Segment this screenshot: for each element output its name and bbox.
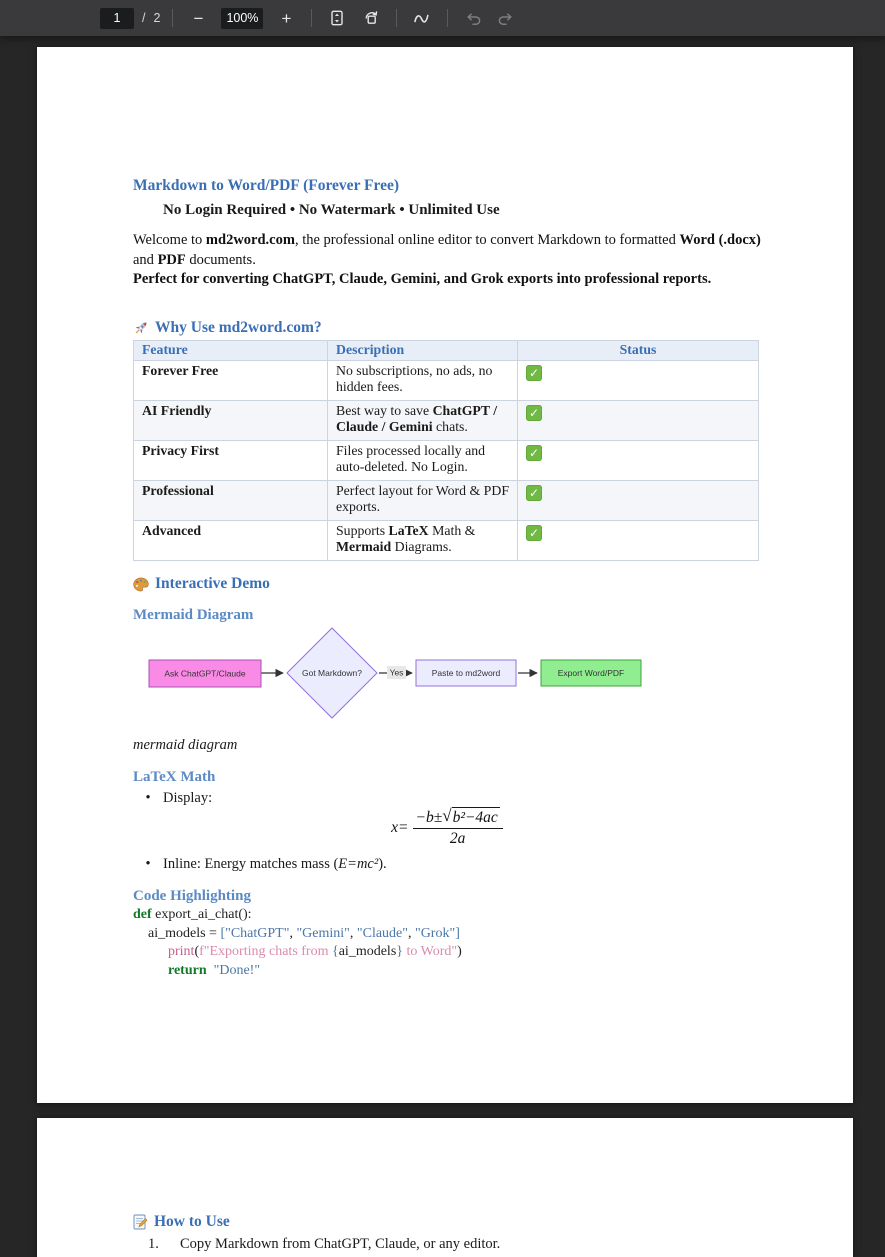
bullet-marker: • bbox=[145, 790, 151, 806]
page-number-input[interactable] bbox=[100, 8, 134, 29]
toolbar-divider bbox=[396, 9, 397, 27]
diagram-caption: mermaid diagram bbox=[133, 737, 238, 753]
zoom-out-button[interactable]: − bbox=[185, 5, 211, 31]
node-paste-label: Paste to md2word bbox=[431, 668, 501, 678]
display-formula: x= −b± √ b²−4ac 2a bbox=[133, 807, 761, 848]
undo-button[interactable] bbox=[460, 5, 486, 31]
pdf-page-1 bbox=[37, 47, 853, 1103]
column-header-description: Description bbox=[328, 341, 518, 361]
pdf-toolbar bbox=[0, 0, 885, 36]
step-1-item: 1. Copy Markdown from ChatGPT, Claude, or any editor. bbox=[133, 1236, 761, 1253]
zoom-in-button[interactable]: + bbox=[273, 5, 299, 31]
description-cell: Perfect layout for Word & PDF exports. bbox=[328, 481, 518, 521]
memo-icon bbox=[133, 1214, 148, 1230]
subtitle: No Login Required • No Watermark • Unlimited Use bbox=[163, 202, 500, 218]
feature-cell: Advanced bbox=[134, 521, 328, 561]
redo-icon bbox=[497, 11, 514, 26]
status-cell bbox=[518, 481, 759, 521]
table-row bbox=[134, 401, 759, 441]
draw-squiggle-icon bbox=[413, 10, 431, 26]
toolbar-divider bbox=[172, 9, 173, 27]
table-row bbox=[134, 361, 759, 401]
table-row bbox=[134, 481, 759, 521]
feature-cell: Privacy First bbox=[134, 441, 328, 481]
check-icon: ✓ bbox=[526, 525, 542, 541]
column-header-feature: Feature bbox=[134, 341, 328, 361]
feature-table bbox=[133, 340, 759, 561]
redo-button[interactable] bbox=[492, 5, 518, 31]
annotate-button[interactable] bbox=[409, 5, 435, 31]
how-to-use-heading: How to Use bbox=[133, 1213, 230, 1231]
feature-cell: AI Friendly bbox=[134, 401, 328, 441]
check-icon: ✓ bbox=[526, 405, 542, 421]
node-decide-label: Got Markdown? bbox=[302, 668, 362, 678]
mermaid-diagram-heading: Mermaid Diagram bbox=[133, 607, 254, 623]
code-line: ai_models = ["ChatGPT", "Gemini", "Claude", "Grok"] bbox=[148, 925, 460, 941]
node-export-label: Export Word/PDF bbox=[557, 668, 625, 678]
step-number: 1. bbox=[148, 1236, 159, 1252]
code-line: def export_ai_chat(): bbox=[133, 907, 252, 922]
status-cell bbox=[518, 521, 759, 561]
status-cell bbox=[518, 401, 759, 441]
feature-table-header-row bbox=[134, 341, 759, 361]
column-header-status: Status bbox=[518, 341, 759, 361]
fit-to-page-button[interactable] bbox=[324, 5, 350, 31]
display-list-item: • Display: bbox=[133, 790, 761, 807]
table-row bbox=[134, 521, 759, 561]
status-cell bbox=[518, 361, 759, 401]
rocket-icon bbox=[133, 320, 149, 336]
table-row bbox=[134, 441, 759, 481]
rotate-icon bbox=[363, 10, 380, 27]
interactive-demo-heading: Interactive Demo bbox=[133, 575, 270, 593]
feature-cell: Professional bbox=[134, 481, 328, 521]
feature-cell: Forever Free bbox=[134, 361, 328, 401]
code-line: return "Done!" bbox=[168, 962, 261, 978]
check-icon: ✓ bbox=[526, 485, 542, 501]
description-cell: Best way to save ChatGPT / Claude / Gemini chats. bbox=[328, 401, 518, 441]
code-highlighting-heading: Code Highlighting bbox=[133, 888, 251, 904]
edge-label-yes: Yes bbox=[389, 667, 404, 678]
undo-icon bbox=[465, 11, 482, 26]
code-block bbox=[133, 906, 761, 980]
latex-math-heading: LaTeX Math bbox=[133, 769, 216, 785]
page-total: 2 bbox=[153, 11, 161, 25]
palette-icon bbox=[133, 577, 149, 592]
node-ask-label: Ask ChatGPT/Claude bbox=[164, 668, 246, 679]
radical-sign: √ bbox=[442, 806, 452, 825]
mermaid-flowchart bbox=[140, 626, 660, 722]
toolbar-divider bbox=[311, 9, 312, 27]
bullet-marker: • bbox=[145, 856, 151, 872]
status-cell bbox=[518, 441, 759, 481]
intro-paragraph: Welcome to md2word.com, the professional online editor to convert Markdown to formatted Word (.docx) and PDF documents. Perfect for converting ChatGPT, Claude, Gemini, and Grok exports into professional reports. bbox=[133, 232, 761, 288]
description-cell: No subscriptions, no ads, no hidden fees. bbox=[328, 361, 518, 401]
description-cell: Supports LaTeX Math & Mermaid Diagrams. bbox=[328, 521, 518, 561]
pdf-page-2 bbox=[37, 1118, 853, 1257]
document-title: Markdown to Word/PDF (Forever Free) bbox=[133, 177, 400, 194]
why-use-heading: Why Use md2word.com? bbox=[133, 319, 322, 337]
toolbar-divider bbox=[447, 9, 448, 27]
check-icon: ✓ bbox=[526, 365, 542, 381]
inline-list-item: • Inline: Energy matches mass (E=mc²). bbox=[133, 856, 761, 873]
zoom-level-input[interactable] bbox=[221, 8, 263, 29]
code-line: print(f"Exporting chats from {ai_models} to Word") bbox=[168, 944, 462, 960]
rotate-button[interactable] bbox=[358, 5, 384, 31]
page-separator: / bbox=[142, 11, 146, 25]
description-cell: Files processed locally and auto-deleted. No Login. bbox=[328, 441, 518, 481]
fit-to-page-icon bbox=[329, 10, 345, 26]
check-icon: ✓ bbox=[526, 445, 542, 461]
